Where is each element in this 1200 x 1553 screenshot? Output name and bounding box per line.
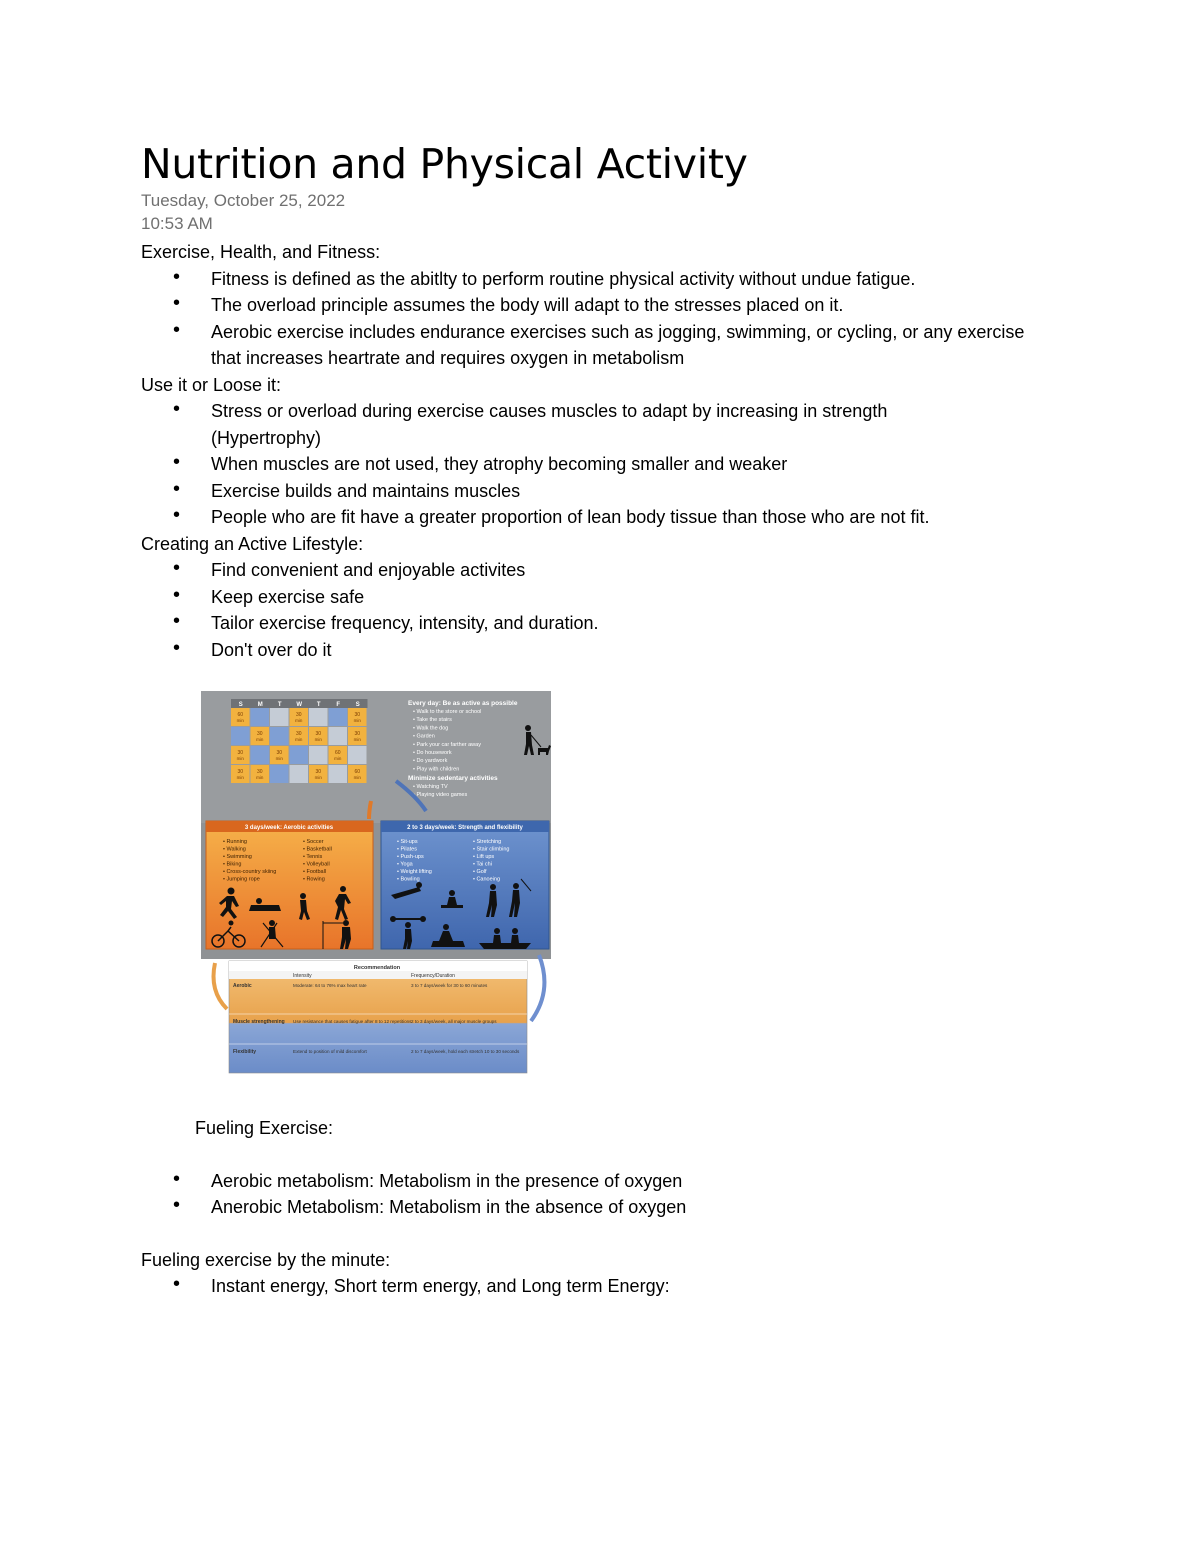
calendar-cell xyxy=(251,746,270,764)
strength-item: • Canoeing xyxy=(473,876,501,883)
calendar-cell-unit: min xyxy=(275,756,283,761)
day-label: T xyxy=(316,702,321,708)
strength-title: 2 to 3 days/week: Strength and flexibility xyxy=(407,825,523,831)
day-label: T xyxy=(277,702,282,708)
every-day-item: • Walk to the store or school xyxy=(413,709,482,715)
note-body xyxy=(141,239,1101,1300)
day-label: S xyxy=(355,702,360,708)
strength-item: • Stair climbing xyxy=(473,846,510,853)
day-label: S xyxy=(238,702,243,708)
aerobic-item: • Rowing xyxy=(303,876,325,883)
aerobic-item: • Cross-country skiing xyxy=(223,869,277,875)
calendar-cell-value: 30 xyxy=(276,750,283,756)
calendar-cell-value: 60 xyxy=(354,769,361,775)
calendar-cell xyxy=(270,727,289,745)
aerobic-item: • Volleyball xyxy=(303,861,330,868)
aerobic-item: • Football xyxy=(303,869,327,875)
list-item: • When muscles are not used, they atrophy becoming smaller and weaker xyxy=(211,451,1101,478)
calendar-cell-value: 30 xyxy=(354,731,361,737)
strength-item: • Yoga xyxy=(397,861,413,868)
calendar-cell xyxy=(329,765,348,783)
every-day-item: • Do housework xyxy=(413,750,452,756)
aerobic-item: • Running xyxy=(223,839,247,845)
every-day-title: Every day: Be as active as possible xyxy=(408,700,518,707)
page-title: Nutrition and Physical Activity xyxy=(141,140,748,188)
bullet-list-use-it xyxy=(141,398,1101,531)
aerobic-item: • Basketball xyxy=(303,846,332,853)
aerobic-item: • Jumping rope xyxy=(223,876,260,883)
aerobic-item: • Biking xyxy=(223,861,242,868)
calendar-cell-unit: min xyxy=(334,756,342,761)
table-row-label: Flexibility xyxy=(233,1049,257,1055)
minimize-item: • Playing video games xyxy=(413,792,468,798)
table-header-frequency: Frequency/Duration xyxy=(411,973,455,979)
every-day-item: • Do yardwork xyxy=(413,758,448,765)
strength-item: • Push-ups xyxy=(397,854,424,860)
day-label: W xyxy=(296,702,303,708)
table-row-intensity: Extend to position of mild discomfort xyxy=(293,1049,367,1054)
day-label: F xyxy=(336,702,341,708)
aerobic-item: • Soccer xyxy=(303,839,324,845)
table-row-label: Muscle strengthening xyxy=(233,1019,285,1025)
calendar-cell-unit: min xyxy=(314,775,322,780)
table-row-frequency: 2 to 7 days/week, hold each stretch 10 to 30 seconds xyxy=(411,1049,520,1054)
calendar-cell-unit: min xyxy=(295,737,303,742)
section-heading-fitness: Exercise, Health, and Fitness: xyxy=(141,242,381,262)
calendar-cell-value: 30 xyxy=(237,750,244,756)
every-day-item: • Garden xyxy=(413,733,435,740)
day-label: M xyxy=(257,702,263,708)
table-row-frequency: 2 to 3 days/week, all major muscle groups xyxy=(411,1019,497,1024)
aerobic-item: • Swimming xyxy=(223,854,252,860)
list-item: • Aerobic exercise includes endurance exercises such as jogging, swimming, or cycling, or any exercise that increases heartrate and requires oxygen in metabolism xyxy=(211,319,1031,372)
table-row-frequency: 3 to 7 days/week for 30 to 60 minutes xyxy=(411,983,488,988)
calendar-cell xyxy=(290,746,309,764)
note-time: 10:53 AM xyxy=(141,214,213,233)
every-day-item: • Take the stairs xyxy=(413,717,452,724)
calendar-cell-value: 30 xyxy=(295,731,302,737)
strength-item: • Stretching xyxy=(473,839,502,845)
bullet-list-active-lifestyle xyxy=(141,557,1101,663)
list-item: • Tailor exercise frequency, intensity, and duration. xyxy=(211,610,1101,637)
calendar-cell-value: 30 xyxy=(354,712,361,718)
list-item: • Instant energy, Short term energy, and Long term Energy: xyxy=(211,1273,1101,1300)
strength-item: • Bowling xyxy=(397,876,420,883)
strength-item: • Weight lifting xyxy=(397,869,432,875)
calendar-cell xyxy=(309,708,328,726)
table-row-intensity: Moderate: 64 to 76% max heart rate xyxy=(293,983,367,988)
aerobic-title: 3 days/week: Aerobic activities xyxy=(244,825,334,831)
strength-item: • Golf xyxy=(473,869,487,875)
strength-item: • Tai chi xyxy=(473,861,492,868)
section-heading-use-it: Use it or Loose it: xyxy=(141,374,282,395)
arrow-icon xyxy=(369,801,371,819)
list-item: • Anerobic Metabolism: Metabolism in the absence of oxygen xyxy=(211,1194,1101,1221)
calendar-cell-value: 30 xyxy=(237,769,244,775)
calendar-cell-unit: min xyxy=(353,718,361,723)
every-day-item: • Play with children xyxy=(413,766,460,773)
strength-item: • Pilates xyxy=(397,846,417,853)
note-date: Tuesday, October 25, 2022 xyxy=(141,191,346,210)
calendar-cell-unit: min xyxy=(236,718,244,723)
calendar-cell-unit: min xyxy=(236,756,244,761)
list-item: • Keep exercise safe xyxy=(211,584,1101,611)
calendar-cell-unit: min xyxy=(353,737,361,742)
calendar-cell xyxy=(251,708,270,726)
calendar-cell xyxy=(309,746,328,764)
aerobic-item: • Walking xyxy=(223,846,246,853)
list-item: • Aerobic metabolism: Metabolism in the presence of oxygen xyxy=(211,1168,1101,1195)
calendar-cell-unit: min xyxy=(236,775,244,780)
activity-figure-svg xyxy=(201,691,555,1079)
calendar-cell-value: 60 xyxy=(334,750,341,756)
calendar-cell-unit: min xyxy=(353,775,361,780)
strength-item: • Sit-ups xyxy=(397,839,418,845)
list-item: • Exercise builds and maintains muscles xyxy=(211,478,1101,505)
table-header-intensity: Intensity xyxy=(293,973,312,979)
section-heading-active-lifestyle: Creating an Active Lifestyle: xyxy=(141,533,364,554)
table-title: Recommendation xyxy=(353,965,401,971)
table-header-row xyxy=(229,971,527,979)
list-item: • Fitness is defined as the abitlty to perform routine physical activity without undue fatigue. xyxy=(211,266,1101,293)
aerobic-item: • Tennis xyxy=(303,854,323,860)
calendar-cell-value: 30 xyxy=(295,712,302,718)
calendar-cell xyxy=(348,746,367,764)
list-item: • Don't over do it xyxy=(211,637,1101,664)
minimize-title: Minimize sedentary activities xyxy=(408,775,498,782)
arrow-icon xyxy=(531,955,544,1021)
calendar-cell-unit: min xyxy=(256,775,264,780)
calendar-cell-unit: min xyxy=(314,737,322,742)
activity-pyramid-figure xyxy=(201,691,555,1079)
calendar-cell-value: 30 xyxy=(315,731,322,737)
calendar-cell-value: 30 xyxy=(256,731,263,737)
strength-item: • Lift ups xyxy=(473,854,495,860)
fueling-heading: Fueling Exercise: xyxy=(195,1118,334,1138)
list-item: • The overload principle assumes the body will adapt to the stresses placed on it. xyxy=(211,292,1101,319)
bullet-list-fueling xyxy=(141,1168,1101,1221)
by-minute-heading: Fueling exercise by the minute: xyxy=(141,1249,391,1270)
calendar-cell-value: 60 xyxy=(237,712,244,718)
minimize-item: • Watching TV xyxy=(413,784,448,790)
calendar-cell xyxy=(329,727,348,745)
list-item: • People who are fit have a greater proportion of lean body tissue than those who are not fit. xyxy=(211,504,1101,531)
calendar-cell-unit: min xyxy=(295,718,303,723)
calendar-cell-value: 30 xyxy=(315,769,322,775)
table-row-intensity: Use resistance that causes fatigue after 8 to 12 repetitions xyxy=(293,1019,412,1024)
list-item: • Find convenient and enjoyable activites xyxy=(211,557,1101,584)
calendar-cell-unit: min xyxy=(256,737,264,742)
table-row-label: Aerobic xyxy=(233,983,252,989)
calendar-cell-value: 30 xyxy=(256,769,263,775)
bullet-list-fitness xyxy=(141,266,1101,372)
arrow-icon xyxy=(214,963,228,1009)
list-item: • Stress or overload during exercise causes muscles to adapt by increasing in strength (Hypertrophy) xyxy=(211,398,971,451)
every-day-item: • Park your car farther away xyxy=(413,741,481,748)
calendar-cell xyxy=(329,708,348,726)
every-day-item: • Walk the dog xyxy=(413,725,449,732)
calendar-cell xyxy=(270,708,289,726)
calendar-cell xyxy=(270,765,289,783)
calendar-cell xyxy=(231,727,250,745)
calendar-cell xyxy=(290,765,309,783)
bullet-list-by-minute xyxy=(141,1273,1101,1300)
